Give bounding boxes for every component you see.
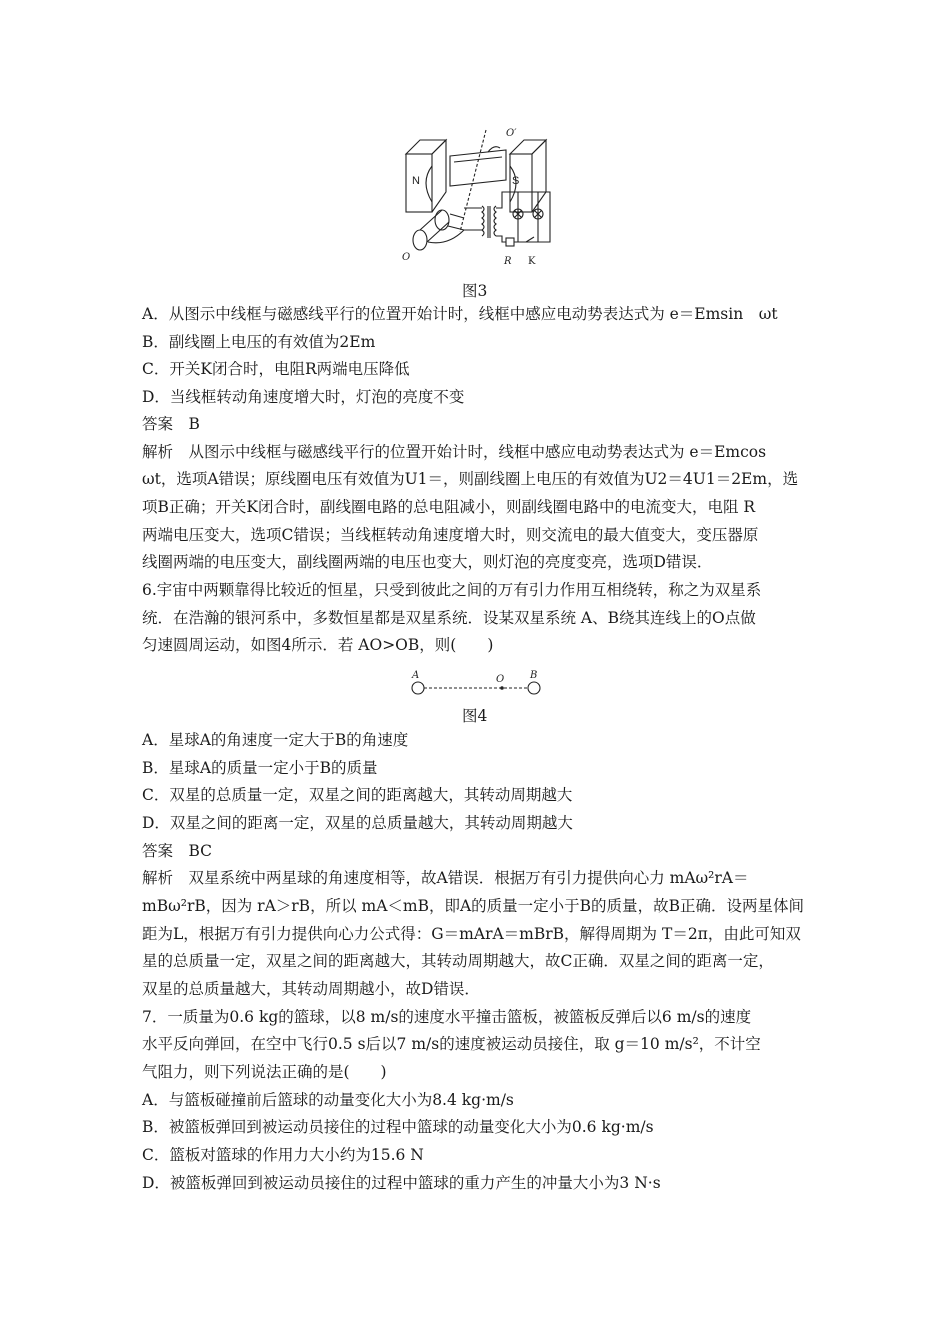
resistor-label: R bbox=[504, 256, 512, 267]
figure-3-caption: 图3 bbox=[462, 282, 488, 300]
axis-bottom-label: O bbox=[402, 252, 411, 263]
q5-option-a: A．从图示中线框与磁感线平行的位置开始计时，线框中感应电动势表达式为 e＝Emsin ωt bbox=[142, 305, 778, 323]
q6-stem-line-2: 统．在浩瀚的银河系中，多数恒星都是双星系统．设某双星系统 A、B绕其连线上的O点做 bbox=[142, 609, 756, 627]
star-b bbox=[528, 682, 540, 694]
figure-3-generator-diagram bbox=[398, 122, 558, 270]
switch-label: K bbox=[528, 256, 536, 267]
q5-analysis-line-5: 线圈两端的电压变大，副线圈两端的电压也变大，则灯泡的亮度变亮，选项D错误． bbox=[142, 553, 713, 571]
center-o bbox=[500, 686, 504, 690]
q6-analysis-line-4: 星的总质量一定，双星之间的距离越大，其转动周期越大，故C正确．双星之间的距离一定， bbox=[142, 952, 774, 970]
q5-answer: 答案 B bbox=[142, 415, 200, 433]
q5-analysis-line-3: 项B正确；开关K闭合时，副线圈电路的总电阻减小，则副线圈电路中的电流变大，电阻 R bbox=[142, 498, 756, 516]
q7-option-d: D．被篮板弹回到被运动员接住的过程中篮球的重力产生的冲量大小为3 N·s bbox=[142, 1174, 661, 1192]
q5-analysis-line-2: ωt，选项A错误；原线圈电压有效值为U1＝，则副线圈上电压的有效值为U2＝4U1＝2Em，选 bbox=[142, 470, 799, 488]
q6-analysis-line-3: 距为L，根据万有引力提供向心力公式得：G＝mArA＝mBrB，解得周期为 T＝2π，由此可知双 bbox=[142, 925, 801, 943]
q6-analysis-line-5: 双星的总质量越大，其转动周期越小，故D错误． bbox=[142, 980, 480, 998]
q7-option-c: C．篮板对篮球的作用力大小约为15.6 N bbox=[142, 1146, 424, 1164]
q5-option-c: C．开关K闭合时，电阻R两端电压降低 bbox=[142, 360, 410, 378]
axis-top-label: O′ bbox=[506, 128, 517, 139]
star-a bbox=[412, 682, 424, 694]
q6-option-a: A．星球A的角速度一定大于B的角速度 bbox=[142, 731, 409, 749]
q7-stem-line-1: 7．一质量为0.6 kg的篮球，以8 m/s的速度水平撞击篮板，被篮板反弹后以6 m/s的速度 bbox=[142, 1008, 752, 1026]
label-a: A bbox=[412, 670, 420, 681]
q7-option-b: B．被篮板弹回到被运动员接住的过程中篮球的动量变化大小为0.6 kg·m/s bbox=[142, 1118, 654, 1136]
label-b: B bbox=[530, 670, 538, 681]
figure-4-binary-star-diagram bbox=[404, 668, 544, 698]
q6-option-b: B．星球A的质量一定小于B的质量 bbox=[142, 759, 378, 777]
q5-analysis-line-1: 解析 从图示中线框与磁感线平行的位置开始计时，线框中感应电动势表达式为 e＝Emcos bbox=[142, 443, 767, 461]
q7-stem-line-2: 水平反向弹回，在空中飞行0.5 s后以7 m/s的速度被运动员接住，取 g＝10 m/s²，不计空 bbox=[142, 1035, 761, 1053]
q5-option-d: D．当线框转动角速度增大时，灯泡的亮度不变 bbox=[142, 388, 465, 406]
q6-option-c: C．双星的总质量一定，双星之间的距离越大，其转动周期越大 bbox=[142, 786, 573, 804]
s-pole-label: S bbox=[512, 175, 520, 187]
q7-option-a: A．与篮板碰撞前后篮球的动量变化大小为8.4 kg·m/s bbox=[142, 1091, 514, 1109]
q6-stem-line-1: 6.宇宙中两颗靠得比较近的恒星，只受到彼此之间的万有引力作用互相绕转，称之为双星系 bbox=[142, 581, 762, 599]
q7-stem-line-3: 气阻力，则下列说法正确的是( ) bbox=[142, 1063, 387, 1081]
label-o: O bbox=[496, 674, 505, 685]
q6-stem-line-3: 匀速圆周运动，如图4所示．若 AO>OB，则( ) bbox=[142, 636, 494, 654]
q5-analysis-line-4: 两端电压变大，选项C错误；当线框转动角速度增大时，则交流电的最大值变大，变压器原 bbox=[142, 526, 759, 544]
q6-analysis-line-1: 解析 双星系统中两星球的角速度相等，故A错误．根据万有引力提供向心力 mAω²rA＝ bbox=[142, 869, 749, 887]
q5-option-b: B．副线圈上电压的有效值为2Em bbox=[142, 333, 376, 351]
q6-analysis-line-2: mBω²rB，因为 rA＞rB，所以 mA＜mB，即A的质量一定小于B的质量，故B正确．设两星体间 bbox=[142, 897, 804, 915]
figure-4-caption: 图4 bbox=[462, 707, 488, 725]
q6-answer: 答案 BC bbox=[142, 842, 213, 860]
q6-option-d: D．双星之间的距离一定，双星的总质量越大，其转动周期越大 bbox=[142, 814, 573, 832]
n-pole-label: N bbox=[412, 175, 420, 187]
